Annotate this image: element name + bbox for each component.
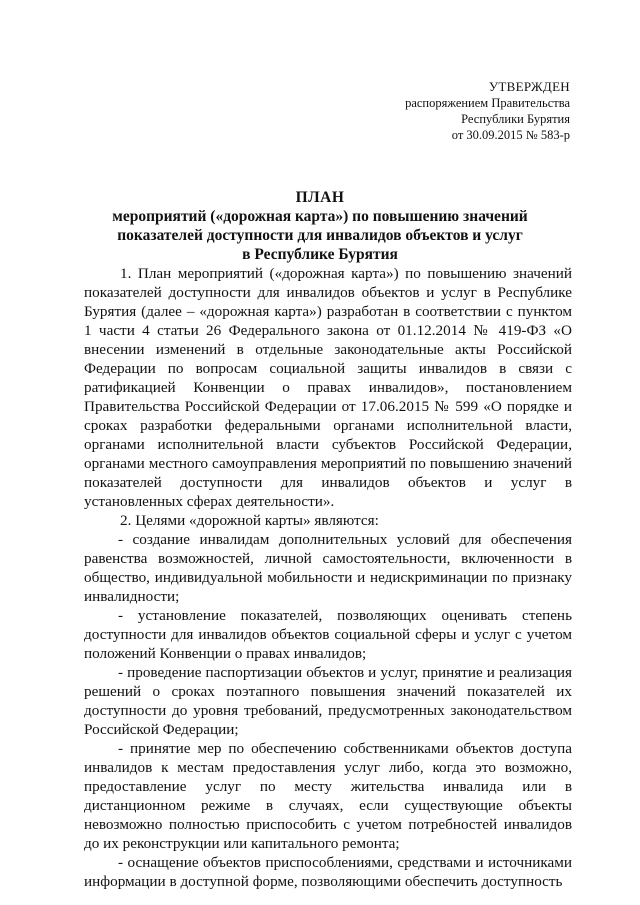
title-line-4: в Республике Бурятия [242, 246, 398, 263]
title-line-1: ПЛАН [295, 189, 345, 206]
document-body [84, 264, 572, 891]
approval-line-1: распоряжением Правительства [405, 96, 570, 110]
paragraph-2: 2. Целями «дорожной карты» являются: [120, 512, 379, 529]
document-title [70, 188, 570, 264]
goal-item-5: - оснащение объектов приспособлениями, средствами и источниками информации в доступной форме, позволяющими обеспечить доступность [84, 854, 572, 890]
goal-item-1: - создание инвалидам дополнительных условий для обеспечения равенства возможностей, личной самостоятельности, включенности в общество, индивидуальной мобильности и недискриминации по признаку инвалидности; [84, 531, 572, 605]
approval-stamp: УТВЕРЖДЕН [488, 79, 570, 94]
approval-line-3: от 30.09.2015 № 583-р [451, 128, 570, 142]
goal-item-2: - установление показателей, позволяющих оценивать степень доступности для инвалидов объектов социальной сферы и услуг с учетом положений Конвенции о правах инвалидов; [84, 607, 572, 662]
approval-block [405, 79, 570, 143]
approval-line-2: Республики Бурятия [461, 112, 570, 126]
goal-item-4: - принятие мер по обеспечению собственниками объектов доступа инвалидов к местам предоставления услуг либо, когда это возможно, предоставление услуг по месту жительства инвалида или в дистанционном режиме в случаях, если существующие объекты невозможно полностью приспособить с учетом потребностей инвалидов до их реконструкции или капитального ремонта; [84, 740, 572, 852]
title-line-3: показателей доступности для инвалидов объектов и услуг [117, 227, 523, 244]
paragraph-1: 1. План мероприятий («дорожная карта») по повышению значений показателей доступности для инвалидов объектов и услуг в Республике Бурятия (далее – «дорожная карта») разработан в соответствии с пунктом 1 части 4 статьи 26 Федерального закона от 01.12.2014 № 419-ФЗ «О внесении изменений в отдельные законодательные акты Российской Федерации по вопросам социальной защиты инвалидов в связи с ратификацией Конвенции о правах инвалидов», постановлением Правительства Российской Федерации от 17.06.2015 № 599 «О порядке и сроках разработки федеральными органами исполнительной власти, органами исполнительной власти субъектов Российской Федерации, органами местного самоуправления мероприятий по повышению значений показателей доступности для инвалидов объектов и услуг в установленных сферах деятельности». [84, 265, 572, 510]
title-line-2: мероприятий («дорожная карта») по повышению значений [112, 208, 528, 225]
goal-item-3: - проведение паспортизации объектов и услуг, принятие и реализация решений о сроках поэтапного повышения значений показателей их доступности до уровня требований, предусмотренных законодательством Российской Федерации; [84, 664, 572, 738]
